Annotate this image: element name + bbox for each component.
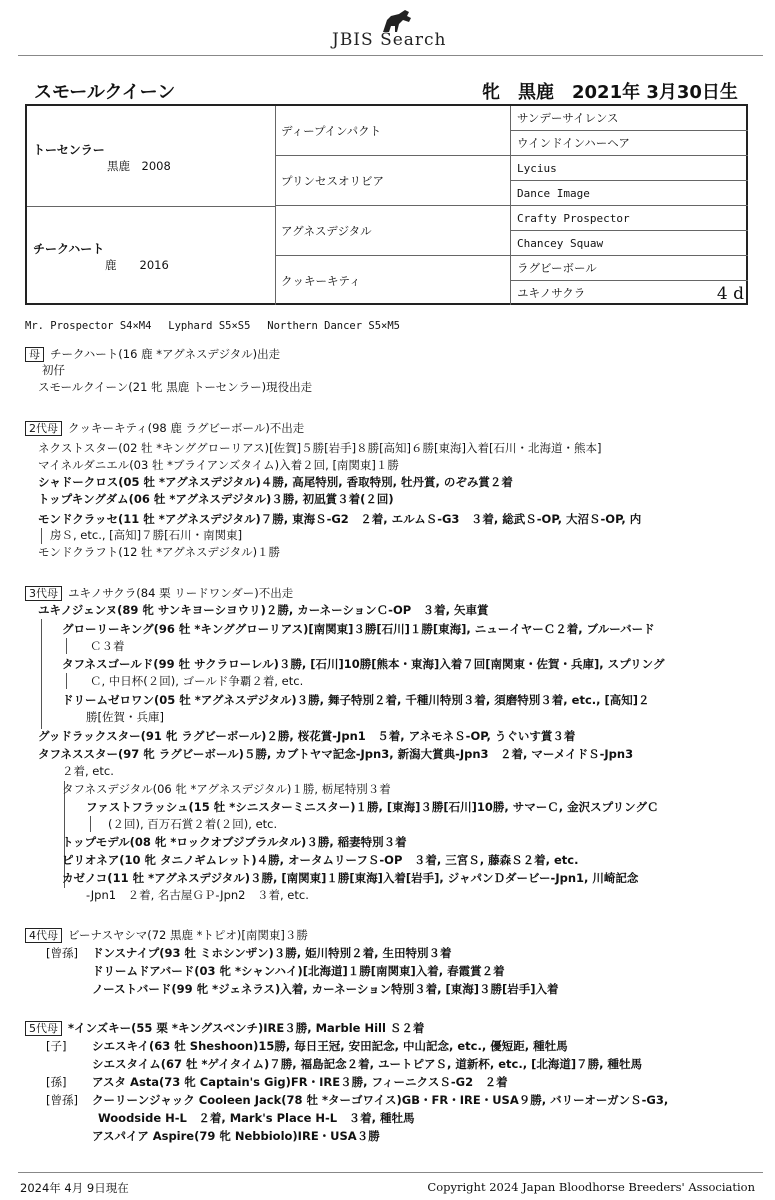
list-item: ドンスナイプ(93 牡 ミホシンザン)３勝, 姫川特別２着, 生田特別３着 bbox=[92, 946, 452, 960]
dam-sire[interactable]: アグネスデジタル bbox=[275, 206, 511, 256]
relation-label: [孫] bbox=[46, 1075, 67, 1089]
relation-label: [曾孫] bbox=[46, 946, 78, 960]
list-item: タフネススター(97 牝 ラグビーボール)５勝, カブトヤマ記念-Jpn3, 新潟大賞典-Jpn3 ２着, マーメイドＳ-Jpn3 bbox=[38, 747, 634, 761]
list-item: Woodside H-L ２着, Mark's Place H-L ３着, 種牡馬 bbox=[98, 1111, 415, 1125]
list-item: シャドークロス(05 牡 *アグネスデジタル)４勝, 高尾特別, 香取特別, 牡丹賞, のぞみ賞２着 bbox=[38, 475, 513, 489]
horse-info: 牝 黒鹿 2021年 3月30日生 bbox=[482, 82, 738, 103]
g3-ancestor-6[interactable]: Chancey Squaw bbox=[511, 231, 748, 256]
g3-ancestor-1[interactable]: サンデーサイレンス bbox=[511, 106, 748, 131]
pedigree-table bbox=[25, 104, 748, 305]
list-item: タフネスゴールド(99 牡 サクラローレル)３勝, [石川]10勝[熊本・東海]入着７回[南関東・佐賀・兵庫], スプリング bbox=[62, 657, 665, 671]
horse-name: スモールクイーン bbox=[34, 82, 176, 103]
dam-cell bbox=[27, 206, 276, 305]
footer-divider bbox=[18, 1172, 763, 1173]
g2-section-header: 2代母 クッキーキティ(98 鹿 ラグビーボール)不出走 bbox=[25, 420, 304, 436]
sire-name[interactable]: トーセンラー bbox=[33, 143, 105, 157]
list-item: ネクストスター(02 牡 *キンググローリアス)[佐賀]５勝[岩手]８勝[高知]６勝[東海]入着[石川・北海道・熊本] bbox=[38, 441, 602, 455]
g3-ancestor-7[interactable]: ラグビーボール bbox=[511, 256, 748, 281]
list-item: タフネスデジタル(06 牝 *アグネスデジタル)１勝, 栃尾特別３着 bbox=[62, 782, 391, 796]
g3-ancestor-4[interactable]: Dance Image bbox=[511, 181, 748, 206]
list-item: ドリームドアバード(03 牝 *シャンハイ)[北海道]１勝[南関東]入着, 春霞賞２着 bbox=[92, 964, 505, 978]
list-item: ノーストバード(99 牝 *ジェネラス)入着, カーネーション特別３着, [東海]３勝[岩手]入着 bbox=[92, 982, 559, 996]
list-item: -Jpn1 ２着, 名古屋ＧＰ-Jpn2 ３着, etc. bbox=[86, 888, 309, 902]
dam-dam[interactable]: クッキーキティ bbox=[275, 256, 511, 305]
list-item: 勝[佐賀・兵庫] bbox=[86, 710, 164, 724]
list-item: トップキングダム(06 牡 *アグネスデジタル)３勝, 初凪賞３着(２回) bbox=[38, 492, 394, 506]
list-item: 房Ｓ, etc., [高知]７勝[石川・南関東] bbox=[50, 528, 243, 542]
list-item: (２回), 百万石賞２着(２回), etc. bbox=[108, 817, 278, 831]
dam-detail: 鹿 2016 bbox=[105, 258, 169, 272]
list-item: モンドクラフト(12 牡 *アグネスデジタル)１勝 bbox=[38, 545, 281, 559]
g2-tag: 2代母 bbox=[25, 421, 62, 436]
g3-ancestor-8-name[interactable]: ユキノサクラ bbox=[517, 286, 586, 300]
list-item: Ｃ, 中日杯(２回), ゴールド争覇２着, etc. bbox=[90, 674, 304, 688]
list-item: グローリーキング(96 牡 *キンググローリアス)[南関東]３勝[石川]１勝[東海], ニューイヤーＣ２着, ブルーバード bbox=[62, 622, 655, 636]
list-item: 初仔 bbox=[42, 363, 65, 377]
tree-line bbox=[66, 673, 67, 689]
jbis-logo[interactable] bbox=[325, 6, 460, 54]
list-item: ２着, etc. bbox=[62, 764, 114, 778]
list-item: カゼノコ(11 牡 *アグネスデジタル)３勝, [南関東]１勝[東海]入着[岩手], ジャパンＤダービー-Jpn1, 川崎記念 bbox=[62, 871, 639, 885]
g5-tag: 5代母 bbox=[25, 1021, 62, 1036]
list-item: マイネルダニエル(03 牡 *ブライアンズタイム)入着２回, [南関東]１勝 bbox=[38, 458, 399, 472]
sire-cell bbox=[27, 106, 276, 207]
sire-dam[interactable]: プリンセスオリビア bbox=[275, 156, 511, 206]
list-item: シエスタイム(67 牡 *ゲイタイム)７勝, 福島記念２着, ユートピアＳ, 道新杯, etc., [北海道]７勝, 種牡馬 bbox=[92, 1057, 642, 1071]
g3-ancestor-2[interactable]: ウインドインハーヘア bbox=[511, 131, 748, 156]
list-item: ユキノジェンヌ(89 牝 サンキヨーシヨウリ)２勝, カーネーションＣ-OP ３着, 矢車賞 bbox=[38, 603, 489, 617]
header-divider bbox=[18, 55, 763, 56]
footer-date: 2024年 4月 9日現在 bbox=[20, 1181, 129, 1195]
tree-line bbox=[90, 816, 91, 832]
list-item: ドリームゼロワン(05 牡 *アグネスデジタル)３勝, 舞子特別２着, 千種川特別３着, 須磨特別３着, etc., [高知]２ bbox=[62, 693, 650, 707]
g3-ancestor-8 bbox=[511, 281, 748, 305]
g3-tag: 3代母 bbox=[25, 586, 62, 601]
list-item: ピリオネア(10 牝 タニノギムレット)４勝, オータムリーフＳ-OP ３着, 三宮Ｓ, 藤森Ｓ２着, etc. bbox=[62, 853, 579, 867]
dam-tag: 母 bbox=[25, 347, 44, 362]
dam-section-header: 母 チークハート(16 鹿 *アグネスデジタル)出走 bbox=[25, 346, 280, 362]
tree-line bbox=[41, 528, 42, 544]
logo-text: JBIS Search bbox=[332, 30, 447, 50]
g4-tag: 4代母 bbox=[25, 928, 62, 943]
sire-detail: 黒鹿 2008 bbox=[107, 159, 171, 173]
list-item: シエスキイ(63 牡 Sheshoon)15勝, 毎日王冠, 安田記念, 中山記念, etc., 優短距, 種牡馬 bbox=[92, 1039, 568, 1053]
list-item: スモールクイーン(21 牝 黒鹿 トーセンラー)現役出走 bbox=[38, 380, 313, 394]
list-item: Ｃ３着 bbox=[90, 639, 125, 653]
list-item: モンドクラッセ(11 牡 *アグネスデジタル)７勝, 東海Ｓ-G2 ２着, エルムＳ-G3 ３着, 総武Ｓ-OP, 大沼Ｓ-OP, 内 bbox=[38, 512, 642, 526]
g5-section-header: 5代母 *インズキー(55 栗 *キングスベンチ)IRE３勝, Marble Hill Ｓ２着 bbox=[25, 1020, 424, 1036]
g4-section-header: 4代母 ビーナスヤシマ(72 黒鹿 *トピオ)[南関東]３勝 bbox=[25, 927, 308, 943]
list-item: トップモデル(08 牝 *ロックオブジブラルタル)３勝, 稲妻特別３着 bbox=[62, 835, 407, 849]
g3-ancestor-3[interactable]: Lycius bbox=[511, 156, 748, 181]
family-number: 4 d bbox=[716, 284, 744, 304]
g3-ancestor-5[interactable]: Crafty Prospector bbox=[511, 206, 748, 231]
list-item: アスパイア Aspire(79 牝 Nebbiolo)IRE・USA３勝 bbox=[92, 1129, 380, 1143]
inbreeding-info: Mr. Prospector S4×M4 Lyphard S5×S5 Northern Dancer S5×M5 bbox=[25, 320, 401, 332]
g3-section-header: 3代母 ユキノサクラ(84 栗 リードワンダー)不出走 bbox=[25, 585, 293, 601]
tree-line bbox=[41, 619, 42, 729]
list-item: グッドラックスター(91 牝 ラグビーボール)２勝, 桜花賞-Jpn1 ５着, アネモネＳ-OP, うぐいす賞３着 bbox=[38, 729, 576, 743]
footer-copyright: Copyright 2024 Japan Bloodhorse Breeders' Association bbox=[427, 1180, 755, 1194]
relation-label: [子] bbox=[46, 1039, 67, 1053]
list-item: アスタ Asta(73 牝 Captain's Gig)FR・IRE３勝, フィーニクスＳ-G2 ２着 bbox=[92, 1075, 508, 1089]
sire-sire[interactable]: ディープインパクト bbox=[275, 106, 511, 156]
tree-line bbox=[66, 638, 67, 654]
list-item: クーリーンジャック Cooleen Jack(78 牡 *ターゴワイス)GB・FR・IRE・USA９勝, バリーオーガンＳ-G3, bbox=[92, 1093, 669, 1107]
relation-label: [曾孫] bbox=[46, 1093, 78, 1107]
dam-name[interactable]: チークハート bbox=[33, 242, 105, 256]
list-item: ファストフラッシュ(15 牡 *シニスターミニスター)１勝, [東海]３勝[石川]10勝, サマーＣ, 金沢スプリングＣ bbox=[86, 800, 659, 814]
